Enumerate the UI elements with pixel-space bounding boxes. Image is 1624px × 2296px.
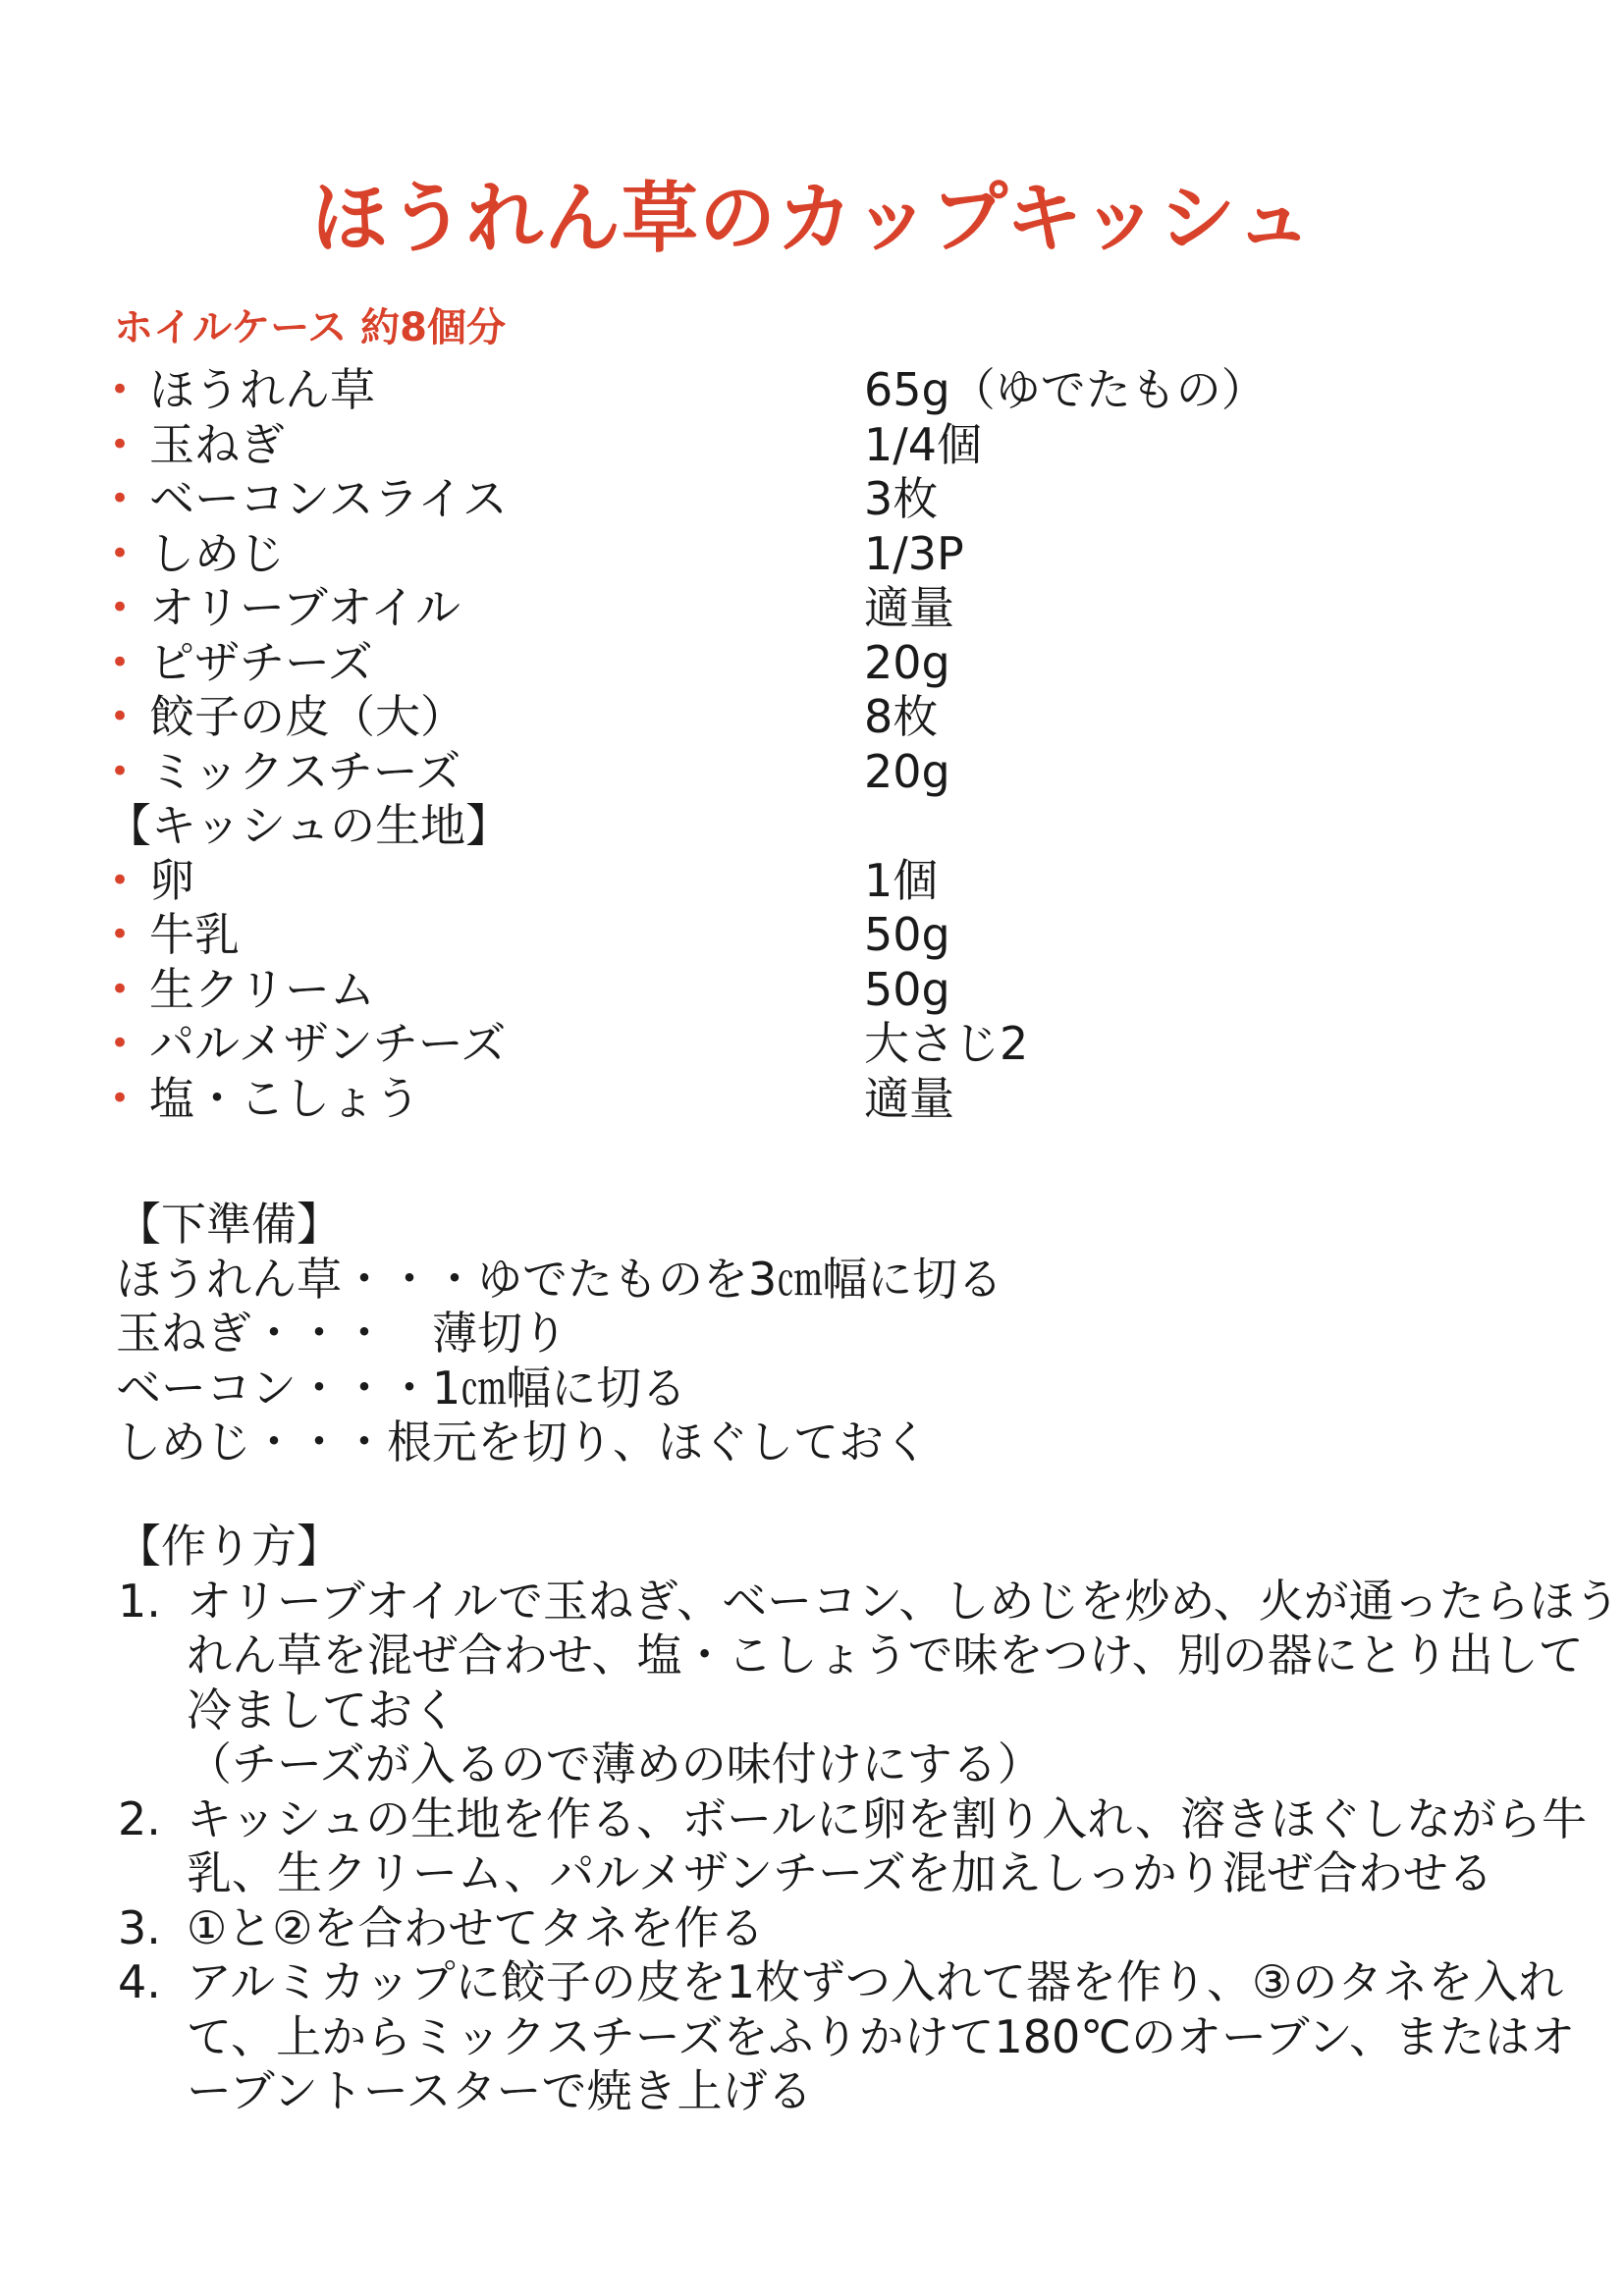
bullet-icon: •: [110, 588, 131, 627]
prep-line: ベーコン・・・1㎝幅に切る: [116, 1361, 687, 1415]
step-line: （チーズが入るので薄めの味付けにする）: [187, 1737, 1043, 1790]
recipe-title: ほうれん草のカップキッシュ: [311, 175, 1313, 263]
bullet-icon: •: [110, 533, 131, 573]
bullet-icon: •: [110, 697, 131, 736]
prep-heading: 【下準備】: [116, 1198, 342, 1251]
bullet-icon: •: [110, 370, 131, 409]
step-line: れん草を混ぜ合わせ、塩・こしょうで味をつけ、別の器にとり出して: [187, 1629, 1584, 1682]
ingredient-row: [106, 1072, 1481, 1127]
ingredient-amount: 50g: [864, 908, 950, 961]
ingredient-row: [106, 472, 1481, 527]
method-step: [116, 1574, 1620, 1792]
step-line: て、上からミックスチーズをふりかけて180℃のオーブン、またはオ: [187, 2009, 1576, 2063]
ingredient-name: オリーブオイル: [149, 581, 460, 634]
ingredient-row: [106, 581, 1481, 636]
bullet-icon: •: [110, 424, 131, 464]
ingredient-amount: 1/3P: [864, 526, 964, 580]
method-step: [116, 1955, 1576, 2119]
section-label: 【キッシュの生地】: [106, 799, 512, 852]
prep-line: しめじ・・・根元を切り、ほぐしておく: [116, 1415, 929, 1468]
ingredient-row: [106, 854, 1481, 909]
ingredient-amount: 大さじ2: [864, 1017, 1029, 1070]
ingredient-row: [106, 745, 1481, 800]
ingredient-name: 玉ねぎ: [149, 417, 285, 471]
ingredient-amount: 20g: [864, 744, 950, 798]
ingredient-name: ベーコンスライス: [149, 472, 508, 525]
ingredient-amount: 50g: [864, 962, 950, 1016]
method-step: [116, 1791, 1587, 1901]
step-line: ①と②を合わせてタネを作る: [187, 1900, 765, 1954]
step-line: アルミカップに餃子の皮を1枚ずつ入れて器を作り、③のタネを入れ: [187, 1955, 1564, 2008]
ingredient-amount: 1/4個: [864, 417, 983, 471]
method-step: [116, 1901, 1549, 1956]
ingredient-name: パルメザンチーズ: [149, 1017, 507, 1070]
step-number: 3.: [118, 1900, 161, 1954]
ingredient-amount: 適量: [864, 1071, 954, 1125]
ingredient-amount: 3枚: [864, 472, 939, 525]
step-number: 4.: [118, 1955, 161, 2008]
ingredient-amount: 8枚: [864, 690, 939, 743]
ingredient-amount: 1個: [864, 853, 939, 907]
ingredient-name: 塩・こしょう: [149, 1071, 420, 1125]
prep-line: ほうれん草・・・ゆでたものを3㎝幅に切る: [116, 1252, 1003, 1306]
method-heading: 【作り方】: [116, 1520, 342, 1573]
ingredient-row: [106, 1017, 1481, 1072]
bullet-icon: •: [110, 969, 131, 1009]
ingredient-name: しめじ: [149, 526, 285, 580]
ingredient-name: ほうれん草: [149, 363, 375, 416]
ingredient-row: [106, 908, 1481, 963]
step-line: 冷ましておく: [187, 1682, 458, 1736]
ingredient-row: [106, 363, 1481, 418]
bullet-icon: •: [110, 751, 131, 791]
quiche-section-heading: [106, 799, 1481, 854]
bullet-icon: •: [110, 860, 131, 900]
prep-section: [116, 1198, 1002, 1470]
ingredient-row: [106, 690, 1481, 745]
step-line: 乳、生クリーム、パルメザンチーズを加えしっかり混ぜ合わせる: [187, 1846, 1493, 1899]
ingredients-list: [106, 363, 1481, 1126]
ingredient-row: [106, 418, 1481, 473]
bullet-icon: •: [110, 915, 131, 954]
ingredient-name: 牛乳: [149, 908, 240, 961]
bullet-icon: •: [110, 1024, 131, 1063]
ingredient-name: 生クリーム: [149, 962, 375, 1016]
ingredient-row: [106, 527, 1481, 582]
step-line: ーブントースターで焼き上げる: [187, 2064, 813, 2117]
step-number: 1.: [118, 1574, 161, 1628]
step-number: 2.: [118, 1791, 161, 1845]
ingredient-name: ミックスチーズ: [149, 744, 461, 798]
ingredient-name: 卵: [149, 853, 194, 907]
yield-label: ホイルケース 約8個分: [114, 305, 506, 350]
ingredient-row: [106, 963, 1481, 1018]
step-line: オリーブオイルで玉ねぎ、ベーコン、しめじを炒め、火が通ったらほう: [187, 1574, 1620, 1628]
bullet-icon: •: [110, 642, 131, 682]
bullet-icon: •: [110, 1078, 131, 1118]
method-section: [116, 1520, 1620, 2119]
bullet-icon: •: [110, 479, 131, 518]
ingredient-amount: 20g: [864, 635, 950, 689]
ingredient-name: ピザチーズ: [149, 635, 373, 689]
ingredient-row: [106, 636, 1481, 691]
step-line: キッシュの生地を作る、ボールに卵を割り入れ、溶きほぐしながら牛: [187, 1791, 1587, 1845]
ingredient-amount: 65g（ゆでたもの）: [864, 363, 1267, 416]
ingredient-amount: 適量: [864, 581, 954, 634]
prep-line: 玉ねぎ・・・ 薄切り: [116, 1307, 568, 1360]
ingredient-name: 餃子の皮（大）: [149, 690, 465, 743]
